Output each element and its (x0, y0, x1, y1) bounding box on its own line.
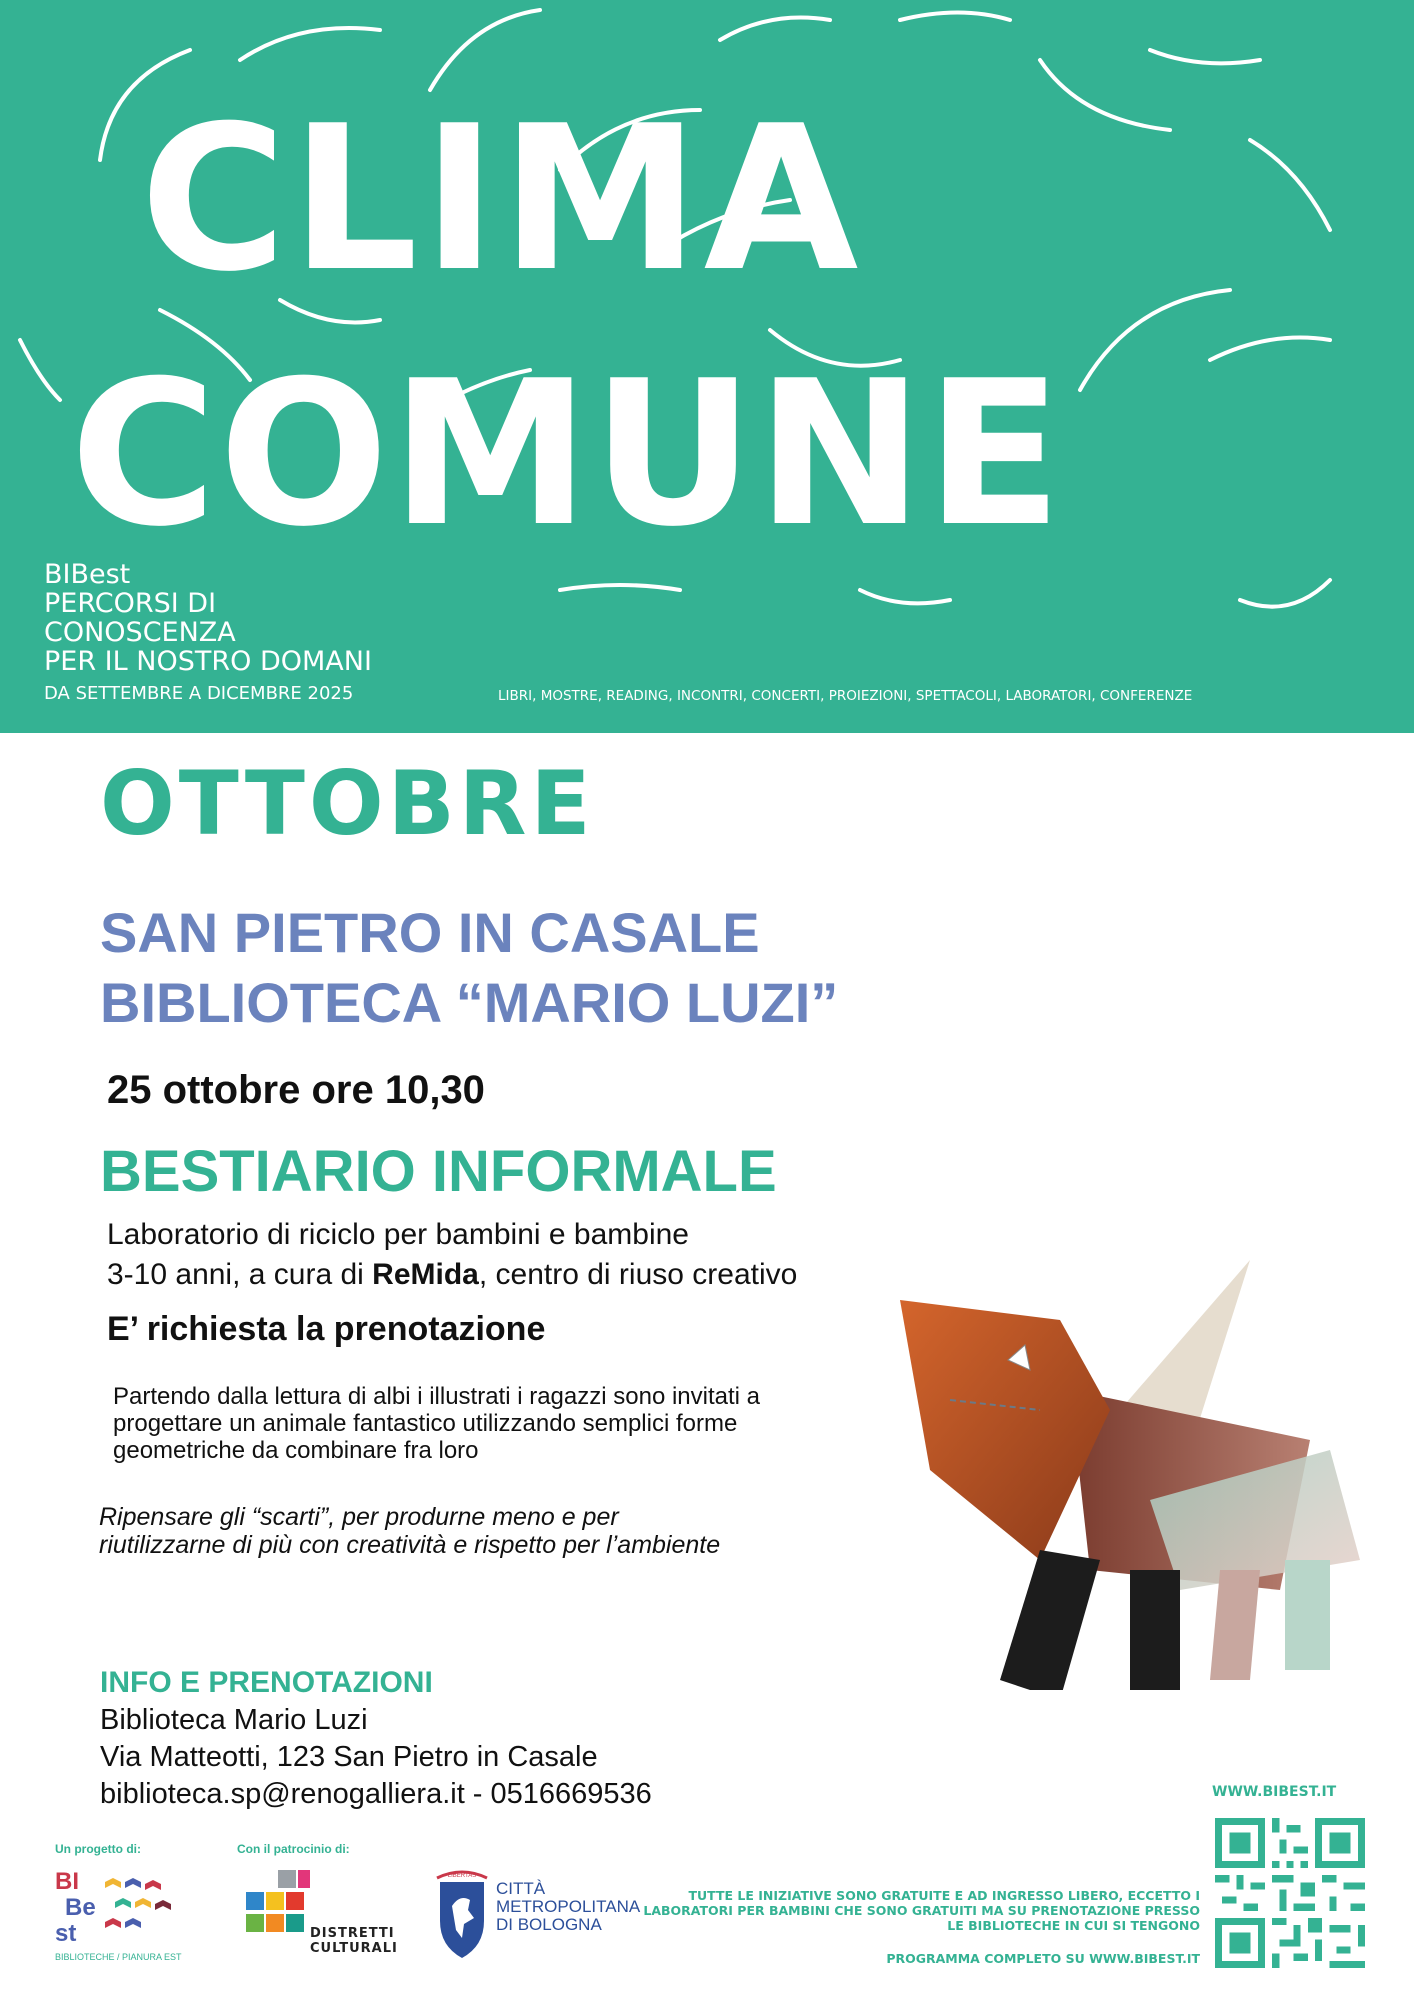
qr-code[interactable] (1215, 1818, 1365, 1968)
info-library: Biblioteca Mario Luzi (100, 1704, 368, 1736)
title-clima: CLIMA (140, 83, 863, 316)
title-comune: COMUNE (70, 338, 1065, 571)
patronage-label: Con il patrocinio di: (237, 1842, 350, 1856)
info-address: Via Matteotti, 123 San Pietro in Casale (100, 1741, 598, 1773)
event-quote: Ripensare gli “scarti”, per produrne meno e per riutilizzarne di più con creatività e rispetto per l’ambiente (99, 1503, 721, 1559)
event-title: BESTIARIO INFORMALE (100, 1139, 777, 1204)
header-dates: DA SETTEMBRE A DICEMBRE 2025 (44, 683, 354, 704)
header-subtitle (44, 560, 372, 676)
event-date: 25 ottobre ore 10,30 (107, 1068, 485, 1112)
distretti-text: DISTRETTI (310, 1926, 395, 1941)
event-description-line: Laboratorio di riciclo per bambini e bambine (107, 1218, 689, 1251)
crest-motto: LIBERTAS (447, 1873, 477, 1879)
distretti-culturali-logo (246, 1870, 396, 1960)
logo-text: st (55, 1920, 77, 1947)
desc-text: , centro di riuso creativo (478, 1258, 798, 1291)
header-sub-line: PER IL NOSTRO DOMANI (44, 646, 372, 677)
citta-text: METROPOLITANA (496, 1897, 641, 1916)
citta-text: DI BOLOGNA (496, 1915, 602, 1934)
lion-crest-icon (432, 1866, 492, 1966)
website-link[interactable]: WWW.BIBEST.IT (1212, 1784, 1337, 1800)
books-icon (95, 1872, 195, 1942)
program-note: PROGRAMMA COMPLETO SU WWW.BIBEST.IT (886, 1951, 1200, 1966)
location-town: SAN PIETRO IN CASALE (100, 901, 760, 964)
color-grid-icon (246, 1870, 310, 1960)
location-library: BIBLIOTECA “MARIO LUZI” (100, 971, 839, 1034)
bibest-logo (55, 1868, 205, 1968)
event-paragraph: Partendo dalla lettura di albi i illustrati i ragazzi sono invitati a progettare un animale fantastico utilizzando semplici forme geometriche da combinare fra loro (113, 1383, 761, 1464)
booking-required: E’ richiesta la prenotazione (107, 1310, 546, 1348)
logo-text: Be (65, 1894, 96, 1921)
info-contact[interactable]: biblioteca.sp@renogalliera.it - 0516669536 (100, 1778, 652, 1810)
citta-text: CITTÀ (496, 1879, 546, 1898)
collage-animal-illustration (890, 1260, 1370, 1690)
organizer-name: ReMida (372, 1258, 479, 1291)
free-admission-note: TUTTE LE INIZIATIVE SONO GRATUITE E AD INGRESSO LIBERO, ECCETTO I LABORATORI PER BAMBINI CHE SONO GRATUITI MA SU PRENOTAZIONE PRESSO LE BIBLIOTECHE IN CUI SI TENGONO (643, 1888, 1200, 1933)
project-label: Un progetto di: (55, 1842, 141, 1856)
citta-metropolitana-logo (432, 1866, 642, 1966)
logo-caption: BIBLIOTECHE / PIANURA EST (55, 1952, 182, 1962)
info-heading: INFO E PRENOTAZIONI (100, 1666, 433, 1699)
header-sub-line: PERCORSI DI (44, 588, 217, 619)
event-description-line (107, 1258, 797, 1292)
month-title: OTTOBRE (100, 752, 595, 855)
header-sub-line: CONOSCENZA (44, 617, 236, 648)
logo-text: BI (55, 1868, 79, 1895)
desc-text: 3-10 anni, a cura di (107, 1258, 373, 1291)
header-event-types: LIBRI, MOSTRE, READING, INCONTRI, CONCERTI, PROIEZIONI, SPETTACOLI, LABORATORI, CONFERENZE (498, 688, 1193, 704)
header-sub-line: BIBest (44, 559, 131, 590)
distretti-text: CULTURALI (310, 1941, 398, 1956)
header-banner (0, 0, 1414, 733)
